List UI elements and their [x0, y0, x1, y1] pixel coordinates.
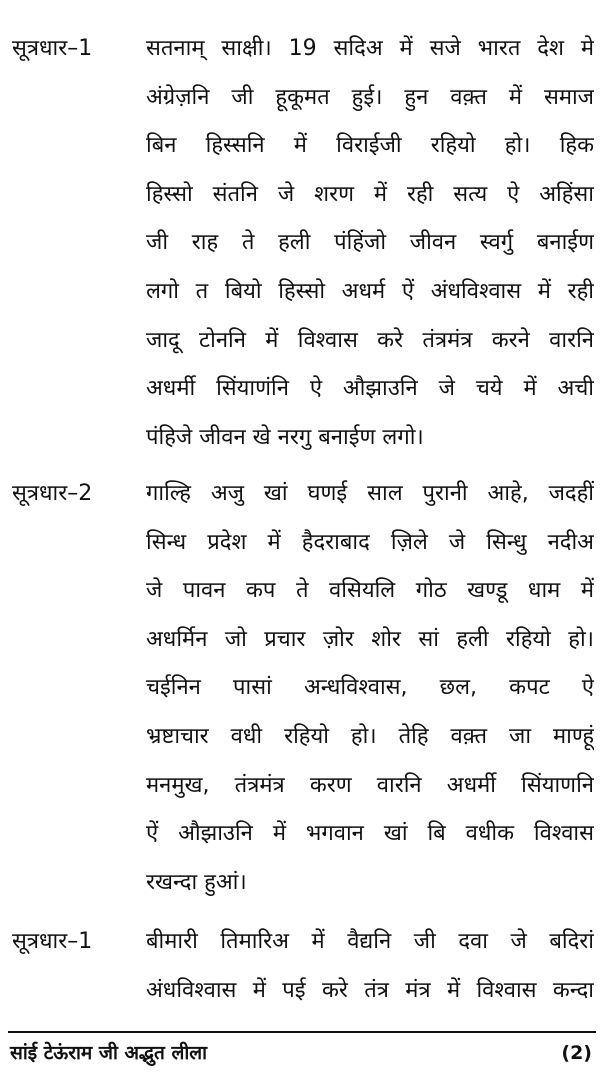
- text-line: रखन्दा हुआं।: [146, 869, 247, 895]
- text-line: हिस्सो संतनि जे शरण में रही सत्य ऐ अहिंसा: [146, 181, 594, 207]
- text-line: भ्रष्टाचार वधी रहियो हो। तेहि वक़्त जा माण्हूं: [146, 723, 594, 749]
- dialogue-text: [146, 927, 594, 1024]
- text-line: जी राह ते हली पंहिंजो जीवन स्वर्गु बनाईण: [146, 230, 594, 256]
- text-line: बीमारी तिमारिअ में वैद्यनि जी दवा जे बदिरां: [146, 929, 594, 954]
- text-line: अंधविश्वास में पई करे तंत्र मंत्र में विश्वास कन्दा: [146, 977, 594, 1003]
- text-line: सिन्ध प्रदेश में हैदराबाद ज़िले जे सिन्धु नदीअ: [146, 529, 594, 555]
- text-line: लगो त बियो हिस्सो अधर्म ऐं अंधविश्वास में रही: [146, 278, 594, 304]
- text-line: अधर्मिन जो प्रचार ज़ोर शोर सां हली रहियो हो।: [146, 626, 594, 652]
- page-number: (2): [561, 1042, 592, 1064]
- text-line: गाल्हि अजु खां घणई साल पुरानी आहे, जदहीं: [146, 481, 594, 506]
- text-line: अंग्रेज़नि जी हूकूमत हुई। हुन वक़्त में समाज: [146, 84, 594, 110]
- text-line: ऐं औझाउनि में भगवान खां बि वधीक विश्वास: [146, 821, 594, 847]
- text-line: अधर्मी सिंयाणंनि ऐ औझाउनि जे चये में अची: [146, 376, 594, 402]
- text-line: सतनाम् साक्षी। 19 सदिअ में सजे भारत देश मे: [146, 36, 594, 61]
- text-line: चईनिन पासां अन्धविश्वास, छल, कपट ऐ: [146, 675, 594, 701]
- speaker-label: सूत्रधार–1: [12, 36, 93, 61]
- speaker-label: सूत्रधार–1: [12, 929, 93, 954]
- dialogue-text: [146, 479, 594, 916]
- text-line: मनमुख, तंत्रमंत्र करण वारनि अधर्मी सिंयाणनि: [146, 772, 594, 798]
- speaker-label: सूत्रधार–2: [12, 481, 93, 506]
- book-title: सांई टेऊंराम जी अद्भुत लीला: [10, 1042, 208, 1064]
- text-line: बिन हिस्सनि में विराईजी रहियो हो। हिक: [146, 133, 594, 159]
- footer-divider: [8, 1031, 596, 1033]
- text-line: जादू टोननि में विश्वास करे तंत्रमंत्र करने वारनि: [146, 327, 594, 353]
- dialogue-text: [146, 34, 594, 471]
- text-line: पंहिजे जीवन खे नरगु बनाईण लगो।: [146, 424, 424, 450]
- text-line: जे पावन कप ते वसियलि गोठ खण्डू धाम में: [146, 578, 594, 604]
